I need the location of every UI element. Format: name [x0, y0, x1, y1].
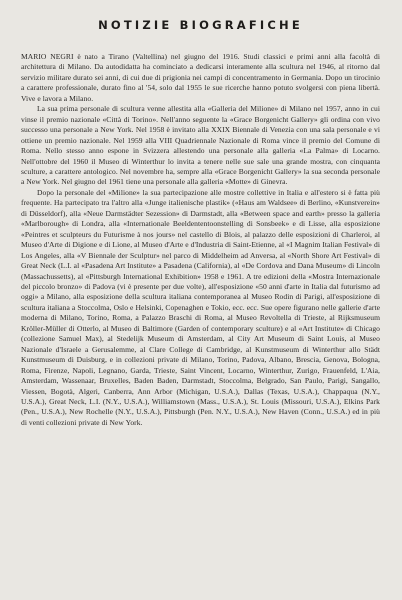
paragraph-exhibitions: La sua prima personale di scultura venne allestita alla «Galleria del Milione» di Milano nel 1957, anno in cui vinse il premio nazionale «Città di Torino». Nell'anno seguente la «Grace Borgenicht Gallery» gli ordina con vivo successo una personale a New York. Nel 1958 è invitato alla XXIX Biennale di Venezia con una sala personale e vi ottiene un premio nazionale. Nel 1959 alla VIII Quadriennale Nazionale di Roma vince il premio del Comune di Roma. Nello stesso anno espone in Svizzera allestendo una personale alla galleria «La Palma» di Locarno. Nell'ottobre del 1960 il Museo di Winterthur lo invita a tenere nelle sue sale una grande mostra, con cinquanta sculture, a carattere antologico. Nel novembre ha, sempre alla «Grace Borgenicht Gallery» la sua seconda personale a New York. Nel giugno del 1961 tiene una personale alla galleria «Motte» di Ginevra. [21, 104, 380, 187]
biography-text [21, 52, 380, 428]
paragraph-collections: Dopo la personale del «Milione» la sua partecipazione alle mostre collettive in Italia e all'estero si è fatta più frequente. Ha partecipato tra l'altro alla «Junge italienische plastik» («Haus am Waldsee» di Berlino, «Kunstverein» di Düsseldorf), alla «Neue Darmstädter Sezession» di Darmstadt, alla «Between space and earth» presso la galleria «Marlborough» di Londra, alla «Internationale Beeldententoonstelling di Sonsbeek» e di Lisse, alla esposizione «Peintres et sculpteurs du Futurisme à nos jours» nel castello di Blois, al palazzo delle esposizioni di Charleroi, al Museo d'Arte di Digione e di Lione, al Museo d'Arte e d'Industria di Saint-Etienne, al «I Magnim Italian Festival» di Los Angeles, alla «V Biennale der Sculptur» nel parco di Middelheim ad Anversa, al «North Shore Art Festival» di Great Neck (L.I. al «Pasadena Art Institute» a Pasadena (California), al «De Cordova and Dana Museum» di Lincoln (Massachussetts), al «Pittsburgh International Exhibition» 1958 e 1961. A tre edizioni della «Mostra Internazionale del piccolo bronzo» di Padova (vi è presente per due volte), all'esposizione «50 anni d'arte in Italia dal futurismo ad oggi» a Milano, alla esposizione della scultura italiana contemporanea al Museo Rodin di Parigi, all'esposizione di scultura italiana a Stoccolma, Oslo e Helsinki, Copenaghen e Tokio, ecc. ecc. Sue opere figurano nelle gallerie d'arte moderna di Milano, Torino, Roma, a Palazzo Braschi di Roma, al Museo Revoltella di Trieste, al Rijksmuseum Kröller-Müller di Otterlo, al Museo di Baltimore (Garden of contemporary sculture) e al «Art Institute» di Chicago (collezione Samuel Max), al Stedelijk Museum di Amsterdam, al City Art Museum di Saint Louis, al Museo Nazionale d'Israele a Gerusalemme, al Clare College di Cambridge, al Kunstmuseum di Winterthur allo Städt Kunstmuseum di Duisburg, e in collezioni private di Milano, Torino, Padova, Albano, Brescia, Genova, Bologna, Roma, Firenze, Napoli, Legnano, Garda, Trieste, Saint Vincent, Locarno, Winterthur, Zurigo, Frauenfeld, L'Aia, Amsterdam, Wassenaar, Bruxelles, Baden Baden, Darmstadt, Stoccolma, Belgrado, San Paulo, Parigi, Sangallo, Viessen, Bogotà, Algeri, Canberra, Ann Arbor (Michigan, U.S.A.), Dallas (Texas, U.S.A.), Chappaqua (N.Y., U.S.A.), Great Neck, L.I. (N.Y., U.S.A.), Williamstown (Mass., U.S.A.), St. Louis (Missouri, U.S.A.), Elkins Park (Pen., U.S.A.), New Rochelle (N.Y., U.S.A.), Pittsburgh (Pen. N.Y., U.S.A.), New Haven (Conn., U.S.A.) ed in più di venti collezioni private di New York. [21, 187, 380, 427]
paragraph-intro: MARIO NEGRI è nato a Tirano (Valtellina) nel giugno del 1916. Studi classici e primi anni alla facoltà di architettura di Milano. Da autodidatta ha cominciato a dedicarsi interamente alla scultura nel 1946, al ritorno dal servizio militare durato sei anni, di cui due di prigionia nei campi di concentramento in Germania. Dopo un tirocinio a carattere professionale, durato fino al '54, solo dal 1955 le sue ricerche hanno potuto svolgersi con piena libertà. Vive e lavora a Milano. [21, 52, 380, 103]
page-heading: NOTIZIE BIOGRAFICHE [98, 18, 303, 32]
